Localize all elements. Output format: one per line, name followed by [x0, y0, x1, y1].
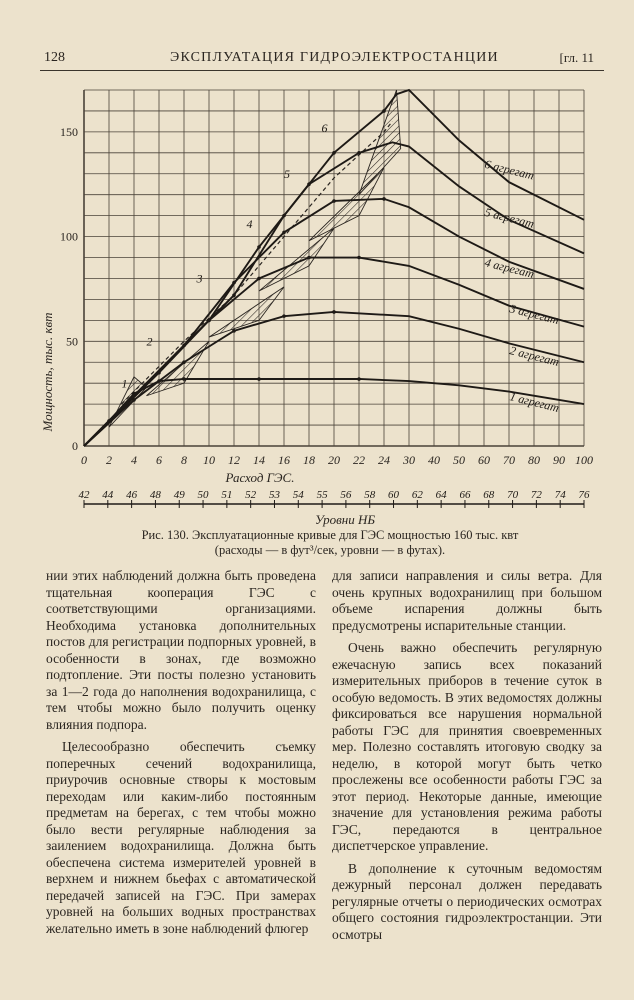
data-point: [182, 377, 186, 381]
curve-number: 3: [196, 271, 203, 286]
x-tick-label: 40: [428, 453, 440, 467]
data-point: [382, 197, 386, 201]
running-title: ЭКСПЛУАТАЦИЯ ГИДРОЭЛЕКТРОСТАНЦИИ: [170, 50, 499, 65]
level-tick-label: 52: [245, 489, 257, 501]
curve-number: 1: [121, 376, 128, 391]
data-point: [357, 256, 361, 260]
paragraph: Целесообразно обеспечить съемку поперечных сечений водохранилища, приурочив основные створы к мостовым переходам или каким-либо постоянным предметам на берегах, с тем чтобы можно было вести регулярные наблюдения за заилением водохранилища. Должна быть обеспечена система измерителей уровней в верхнем и нижнем бьефах с автоматической передачей записей на ГЭС. При замерах уровней на больших водных пространствах желательно иметь в зоне наблюдений флюгер: [46, 739, 316, 936]
x-tick-label: 50: [453, 453, 465, 467]
x-tick-label: 100: [575, 453, 593, 467]
y-axis-label: Мощность, тыс. квт: [40, 312, 55, 432]
data-point: [332, 151, 336, 155]
caption-line-1: Рис. 130. Эксплуатационные кривые для ГЭС мощностью 160 тыс. квт: [141, 528, 519, 542]
y-tick-label: 50: [66, 334, 78, 349]
data-point: [282, 314, 286, 318]
envelope-curve: [122, 121, 393, 404]
page-header: [40, 50, 600, 72]
x-tick-label: 2: [106, 453, 112, 467]
level-tick-label: 51: [221, 489, 233, 501]
y-tick-label: 0: [72, 439, 78, 453]
curve-number: 2: [146, 334, 153, 349]
data-point: [307, 256, 311, 260]
level-tick-label: 54: [292, 489, 304, 501]
x-tick-label: 12: [228, 453, 240, 467]
paragraph: Очень важно обеспечить регулярную ежечасную запись всех показаний измерительных приборов в течение суток в особую ведомость. В этих ведомостях должны фиксироваться все нарушения нормальной работы ГЭС для принятия своевременных мер. Полезно составлять итоговую сводку за неделю, в которой могут быть четко прослежены все особенности работы ГЭС за этот период. Некоторые данные, имеющие значение для установления режима работы ГЭС, передаются в центральное диспетчерское управление.: [332, 640, 602, 853]
level-tick-label: 58: [364, 489, 376, 501]
data-point: [257, 377, 261, 381]
x-tick-label: 0: [81, 453, 87, 467]
y-tick-label: 150: [60, 124, 78, 139]
x-tick-label: 20: [328, 453, 340, 467]
x2-axis-label: Уровни НБ: [314, 512, 376, 527]
x-tick-label: 10: [203, 453, 215, 467]
x-tick-label: 8: [181, 453, 187, 467]
data-point: [232, 293, 236, 297]
text-column-right: [332, 568, 602, 943]
data-point: [382, 109, 386, 113]
curve-number: 6: [321, 120, 328, 135]
level-tick-label: 42: [78, 489, 90, 501]
x-tick-label: 30: [403, 453, 415, 467]
data-point: [357, 377, 361, 381]
x-tick-label: 24: [378, 453, 390, 467]
level-tick-label: 48: [149, 489, 161, 501]
operating-curves-chart: [0, 72, 634, 527]
data-point: [282, 231, 286, 235]
data-point: [257, 245, 261, 249]
paragraph: В дополнение к суточным ведомостям дежурный персонал должен передавать регулярные отчеты о периодических осмотрах общего состояния гидроэлектростанции. Эти осмотры: [332, 860, 602, 942]
header-rule: [40, 70, 604, 71]
figure-caption: [70, 528, 590, 558]
x-tick-label: 90: [553, 453, 565, 467]
level-tick-label: 66: [459, 489, 471, 501]
level-tick-label: 46: [126, 489, 138, 501]
y-tick-label: 100: [60, 229, 78, 244]
level-tick-label: 44: [102, 489, 114, 501]
level-tick-label: 50: [197, 489, 209, 501]
level-tick-label: 55: [316, 489, 328, 501]
level-tick-label: 64: [435, 489, 447, 501]
chapter-label: [гл. 11: [559, 50, 594, 65]
x-tick-label: 80: [528, 453, 540, 467]
unit-label: 5 агрегат: [483, 204, 536, 231]
unit-label: 4 агрегат: [483, 255, 536, 281]
curve-number: 5: [284, 166, 290, 181]
x-tick-label: 70: [503, 453, 515, 467]
x-tick-label: 22: [353, 453, 365, 467]
curve-number: 4: [246, 217, 253, 232]
data-point: [257, 277, 261, 281]
level-tick-label: 76: [578, 489, 590, 501]
level-tick-label: 53: [268, 489, 280, 501]
chart-labels: [60, 121, 593, 501]
data-point: [232, 329, 236, 333]
caption-line-2: (расходы — в фут³/сек, уровни — в футах).: [214, 543, 446, 557]
x-axis-label: Расход ГЭС.: [225, 470, 295, 485]
text-column-left: [46, 568, 316, 937]
level-tick-label: 60: [388, 489, 400, 501]
unit-label: 6 агрегат: [483, 156, 536, 183]
data-point: [357, 151, 361, 155]
level-tick-label: 68: [483, 489, 495, 501]
x-tick-label: 60: [478, 453, 490, 467]
unit-label: 1 агрегат: [508, 389, 561, 416]
level-tick-label: 72: [530, 489, 542, 501]
level-tick-label: 70: [507, 489, 519, 501]
x-tick-label: 4: [131, 453, 137, 467]
x-tick-label: 18: [303, 453, 315, 467]
page-number: 128: [44, 50, 65, 65]
level-tick-label: 49: [173, 489, 185, 501]
hatched-zone: [147, 341, 210, 395]
paragraph: нии этих наблюдений должна быть проведена тщательная кооперация ГЭС с соответствующими организациями. Необходима установка дополнительных постов для регистрации подпорных уровней, в особенности в зонах, где возможно подтопление. Эти посты полезно установить за 1—2 года до наполнения водохранилища, с тем чтобы можно было получить оценку влияния подпора.: [46, 568, 316, 732]
data-point: [182, 360, 186, 364]
data-point: [332, 310, 336, 314]
data-point: [332, 199, 336, 203]
level-tick-label: 56: [340, 489, 352, 501]
x-tick-label: 14: [253, 453, 265, 467]
paragraph: для записи направления и силы ветра. Для очень крупных водохранилищ при большом объеме испарения должны быть предусмотрены испарительные станции.: [332, 568, 602, 633]
level-tick-label: 74: [554, 489, 566, 501]
x-tick-label: 6: [156, 453, 162, 467]
unit-label: 2 агрегат: [508, 343, 561, 369]
unit-label: 3 агрегат: [508, 301, 561, 328]
level-tick-label: 62: [411, 489, 423, 501]
data-point: [282, 214, 286, 218]
x-tick-label: 16: [278, 453, 290, 467]
